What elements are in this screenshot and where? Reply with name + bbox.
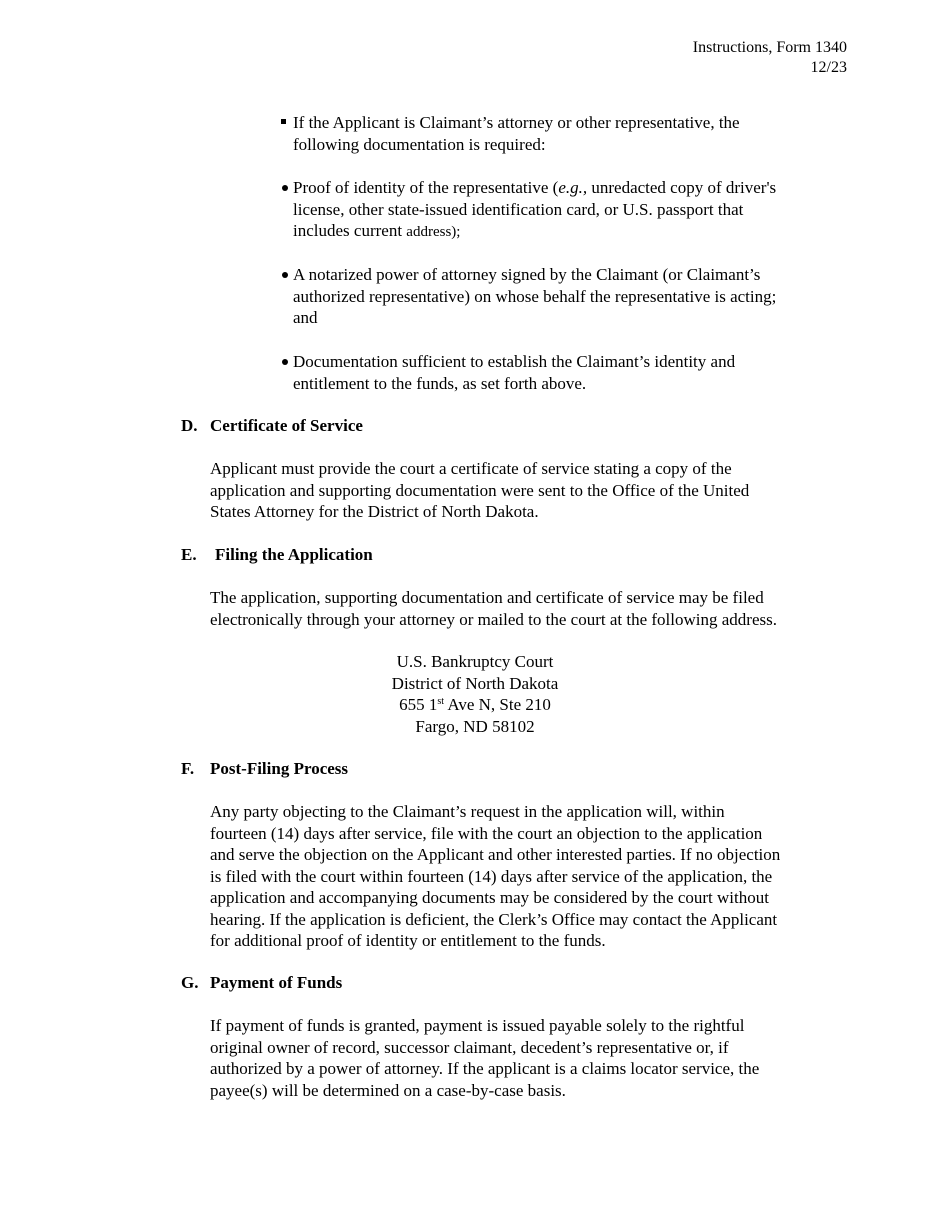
header-form-title: Instructions, Form 1340 — [692, 39, 847, 56]
section-f-body: Any party objecting to the Claimant’s request in the application will, within fourteen (14) days after service, file with the court an objection to the application and serve the objection on the Applicant and other interested parties. If no objection is filed with the court within fourteen (14) days after service of the application, the application and accompanying documents may be considered by the court without hearing. If the application is deficient, the Clerk’s Office may contact the Applicant for additional proof of identity or entitlement to the funds. — [210, 802, 781, 950]
bullet-dot-icon — [282, 185, 288, 191]
section-f-heading: Post-Filing Process — [210, 759, 349, 778]
section-g-letter: G. — [181, 973, 199, 992]
page-header — [693, 38, 847, 78]
court-address: U.S. Bankruptcy Court District of North Dakota 655 1st Ave N, Ste 210 Fargo, ND 58102 — [391, 652, 559, 736]
header-date: 12/23 — [810, 59, 847, 76]
bullet-item-identity: Proof of identity of the representative (e.g., unredacted copy of driver's license, other state-issued identification card, or U.S. passport that includes current address); — [293, 178, 777, 240]
section-d-body: Applicant must provide the court a certificate of service stating a copy of the application and supporting documentation were sent to the Office of the United States Attorney for the District of North Dakota. — [210, 459, 750, 521]
section-d-heading: Certificate of Service — [210, 416, 363, 435]
square-bullet-icon — [281, 119, 286, 124]
bullet-item-power-of-attorney: A notarized power of attorney signed by the Claimant (or Claimant’s authorized representative) on whose behalf the representative is acting; and — [293, 265, 777, 327]
section-g-heading: Payment of Funds — [210, 973, 343, 992]
section-d-letter: D. — [181, 416, 198, 435]
bullet-dot-icon — [282, 359, 288, 365]
bullet-dot-icon — [282, 272, 288, 278]
section-g-body: If payment of funds is granted, payment is issued payable solely to the rightful original owner of record, successor claimant, decedent’s representative or, if authorized by a power of attorney. If the applicant is a claims locator service, the payee(s) will be determined on a case-by-case basis. — [210, 1016, 760, 1100]
section-e-body: The application, supporting documentation and certificate of service may be filed electronically through your attorney or mailed to the court at the following address. — [210, 588, 777, 629]
section-f-letter: F. — [181, 759, 195, 778]
rep-intro-paragraph: If the Applicant is Claimant’s attorney or other representative, the following documentation is required: — [293, 113, 740, 154]
section-e-letter: E. — [181, 545, 197, 564]
bullet-item-claimant-documentation: Documentation sufficient to establish the Claimant’s identity and entitlement to the funds, as set forth above. — [293, 352, 736, 393]
section-e-heading: Filing the Application — [215, 545, 373, 564]
